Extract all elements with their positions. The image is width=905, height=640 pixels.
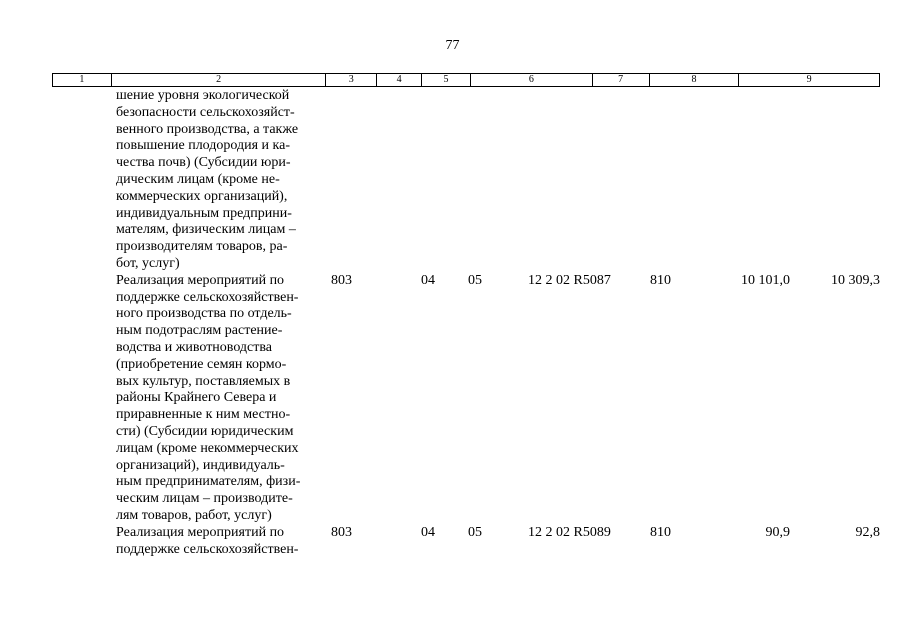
page-number: 77 [445, 38, 460, 53]
row-amount-col8: 90,9 [765, 524, 790, 540]
table-row [52, 273, 880, 525]
header-cell-8: 8 [650, 74, 740, 86]
row-description: Реализация мероприятий по поддержке сельскохозяйствен- [116, 524, 299, 557]
row-amount-col8: 10 101,0 [741, 272, 790, 288]
header-cell-7: 7 [593, 74, 650, 86]
row-description: Реализация мероприятий по поддержке сельскохозяйствен- ного производства по отдель- ным подотраслям растение- водства и животноводства (приобретение семян кормо- вых культур, поставляемых в районы Крайнего Севера и приравненные к ним местно- сти) (Субсидии юридическим лицам (кроме некоммерческих организаций), индивидуаль- ным предпринимателям, физи- ческим лицам – производите- лям товаров, работ, услуг) [116, 272, 301, 523]
row-section-code: 04 [421, 272, 435, 288]
header-cell-9: 9 [806, 74, 812, 85]
row-ministry-code: 803 [331, 272, 352, 288]
header-cell-6: 6 [471, 74, 593, 86]
table-header-row [52, 73, 880, 87]
row-amount-col9: 10 309,3 [831, 272, 880, 288]
header-cell-4: 4 [377, 74, 422, 86]
row-target-article: 12 2 02 R5089 [528, 524, 611, 540]
header-cell-3: 3 [326, 74, 377, 86]
row-subsection-code: 05 [468, 524, 482, 540]
row-section-code: 04 [421, 524, 435, 540]
row-expense-type: 810 [650, 524, 671, 540]
table-body [52, 88, 880, 558]
row-ministry-code: 803 [331, 524, 352, 540]
row-subsection-code: 05 [468, 272, 482, 288]
header-cell-5: 5 [422, 74, 471, 86]
row-amount-col9: 92,8 [855, 524, 880, 540]
row-target-article: 12 2 02 R5087 [528, 272, 611, 288]
header-cell-2: 2 [112, 74, 326, 86]
row-description: шение уровня экологической безопасности сельскохозяйст- венного производства, а также повышение плодородия и ка- чества почв) (Субсидии юри- дическим лицам (кроме не- коммерческих организаций), индивидуальным предприни- мателям, физическим лицам – производителям товаров, ра- бот, услуг) [116, 88, 299, 271]
table-row [52, 88, 880, 273]
header-cell-1: 1 [53, 74, 112, 86]
table-row [52, 525, 880, 559]
row-expense-type: 810 [650, 272, 671, 288]
